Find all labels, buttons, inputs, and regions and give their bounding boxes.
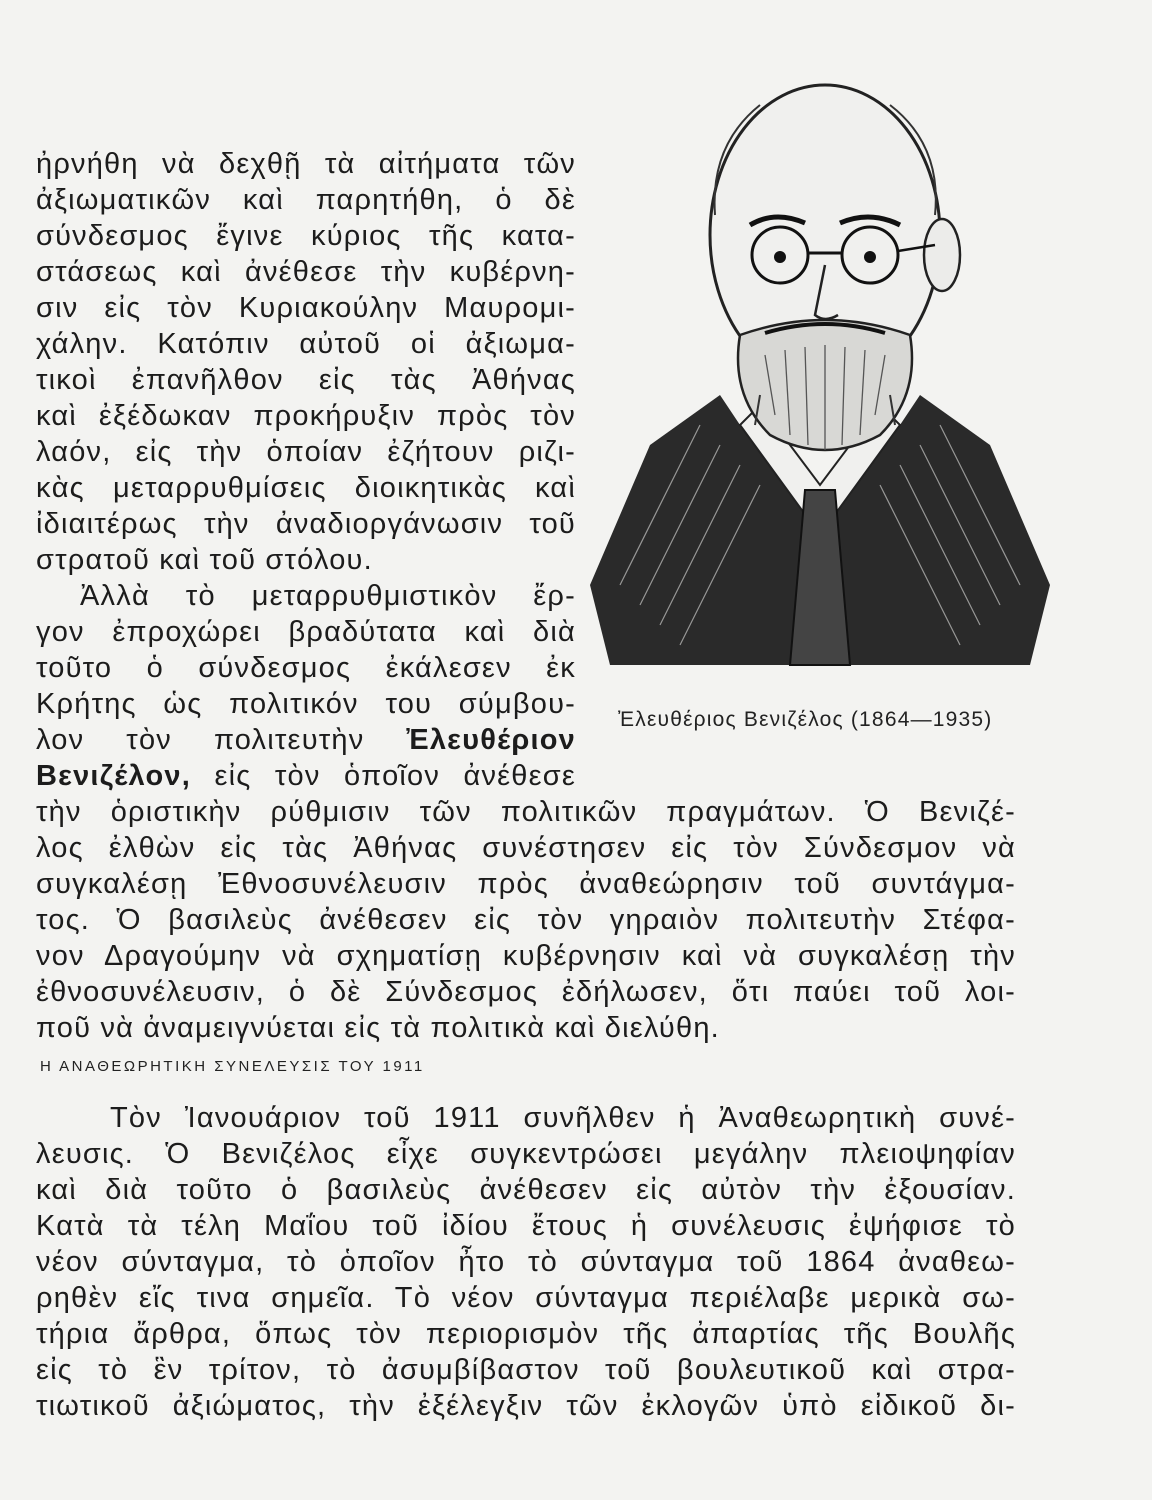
text-line: λος ἐλθὼν εἰς τὰς Ἀθήνας συνέστησεν εἰς τὸν Σύνδεσμον νὰ <box>36 832 1016 864</box>
text-fragment: εἰς τὸν ὁποῖον ἀνέθεσε <box>214 760 576 792</box>
text-line: τος. Ὁ βασιλεὺς ἀνέθεσεν εἰς τὸν γηραιὸν πολιτευτὴν Στέφα- <box>36 904 1016 936</box>
text-line: στρατοῦ καὶ τοῦ στόλου. <box>36 544 373 576</box>
text-line: χάλην. Κατόπιν αὐτοῦ οἱ ἀξιωμα- <box>36 328 576 360</box>
text-line: λαόν, εἰς τὴν ὁποίαν ἐζήτουν ριζι- <box>36 436 576 468</box>
text-line: τιωτικοῦ ἀξιώματος, τὴν ἐξέλεγξιν τῶν ἐκλογῶν ὑπὸ εἰδικοῦ δι- <box>36 1390 1016 1422</box>
paragraph-start-line: Ἀλλὰ τὸ μεταρρυθμιστικὸν ἔρ- <box>80 580 576 612</box>
text-line: τοῦτο ὁ σύνδεσμος ἐκάλεσεν ἐκ <box>36 652 576 684</box>
bold-name-venizelos-last: Βενιζέλον, <box>36 760 192 792</box>
text-line: ποῦ νὰ ἀναμειγνύεται εἰς τὰ πολιτικὰ καὶ διελύθη. <box>36 1012 720 1044</box>
text-line-with-name <box>36 722 576 758</box>
text-line: καὶ ἐξέδωκαν προκήρυξιν πρὸς τὸν <box>36 400 576 432</box>
text-line: Κατὰ τὰ τέλη Μαΐου τοῦ ἰδίου ἔτους ἡ συνέλευσις ἐψήφισε τὸ <box>36 1210 1016 1242</box>
text-line: νέον σύνταγμα, τὸ ὁποῖον ἦτο τὸ σύνταγμα τοῦ 1864 ἀναθεω- <box>36 1246 1016 1278</box>
text-line: ἰδιαιτέρως τὴν ἀναδιοργάνωσιν τοῦ <box>36 508 576 540</box>
bold-name-venizelos-first: Ἐλευθέριον <box>406 724 576 756</box>
paragraph-start-line: Τὸν Ἰανουάριον τοῦ 1911 συνῆλθεν ἡ Ἀναθεωρητικὴ συνέ- <box>110 1102 1016 1134</box>
text-line: τήρια ἄρθρα, ὅπως τὸν περιορισμὸν τῆς ἀπαρτίας τῆς Βουλῆς <box>36 1318 1016 1350</box>
text-line: σιν εἰς τὸν Κυριακούλην Μαυρομι- <box>36 292 576 324</box>
text-line: ἐθνοσυνέλευσιν, ὁ δὲ Σύνδεσμος ἐδήλωσεν, ὅτι παύει τοῦ λοι- <box>36 976 1016 1008</box>
text-line: συγκαλέσῃ Ἐθνοσυνέλευσιν πρὸς ἀναθεώρησιν τοῦ συντάγμα- <box>36 868 1016 900</box>
text-line: Κρήτης ὡς πολιτικόν του σύμβου- <box>36 688 576 720</box>
text-line-with-name <box>36 758 576 794</box>
text-line: εἰς τὸ ἓν τρίτον, τὸ ἀσυμβίβαστον τοῦ βουλευτικοῦ καὶ στρα- <box>36 1354 1016 1386</box>
text-line: νον Δραγούμην νὰ σχηματίσῃ κυβέρνησιν καὶ νὰ συγκαλέσῃ τὴν <box>36 940 1016 972</box>
portrait-caption: Ἐλευθέριος Βενιζέλος (1864—1935) <box>618 708 993 731</box>
text-line: ἀξιωματικῶν καὶ παρητήθη, ὁ δὲ <box>36 184 576 216</box>
text-line: ρηθὲν εἴς τινα σημεῖα. Τὸ νέον σύνταγμα περιέλαβε μερικὰ σω- <box>36 1282 1016 1314</box>
text-line: τικοὶ ἐπανῆλθον εἰς τὰς Ἀθήνας <box>36 364 576 396</box>
text-line: τὴν ὁριστικὴν ρύθμισιν τῶν πολιτικῶν πραγμάτων. Ὁ Βενιζέ- <box>36 796 1016 828</box>
text-fragment: λον τὸν πολιτευτὴν <box>36 724 365 756</box>
section-heading: Η ΑΝΑΘΕΩΡΗΤΙΚΗ ΣΥΝΕΛΕΥΣΙΣ ΤΟΥ 1911 <box>40 1058 425 1075</box>
text-line: λευσις. Ὁ Βενιζέλος εἶχε συγκεντρώσει μεγάλην πλειοψηφίαν <box>36 1138 1016 1170</box>
text-line: καὶ διὰ τοῦτο ὁ βασιλεὺς ἀνέθεσεν εἰς αὐτὸν τὴν ἐξουσίαν. <box>36 1174 1016 1206</box>
venizelos-portrait-illustration <box>590 65 1050 705</box>
text-line: κὰς μεταρρυθμίσεις διοικητικὰς καὶ <box>36 472 576 504</box>
text-line: στάσεως καὶ ἀνέθεσε τὴν κυβέρνη- <box>36 256 576 288</box>
text-line: γον ἐπροχώρει βραδύτατα καὶ διὰ <box>36 616 576 648</box>
text-line: ἠρνήθη νὰ δεχθῇ τὰ αἰτήματα τῶν <box>36 148 576 180</box>
text-line: σύνδεσμος ἔγινε κύριος τῆς κατα- <box>36 220 576 252</box>
